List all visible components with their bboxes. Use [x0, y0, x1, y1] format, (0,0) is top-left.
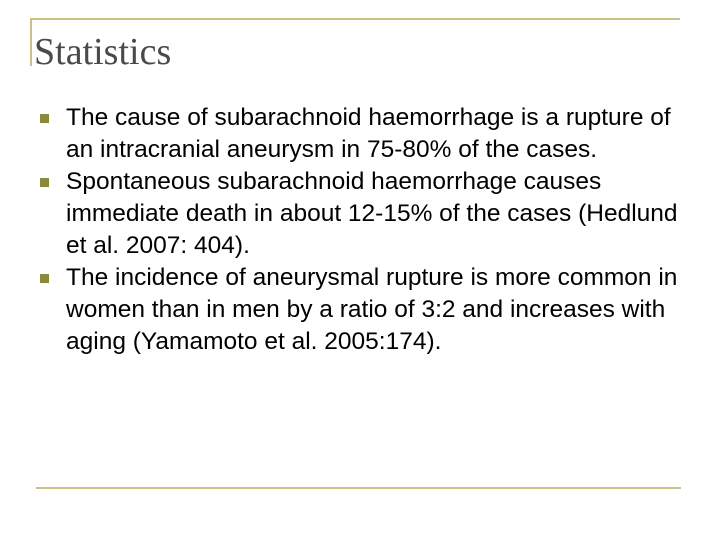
square-bullet-icon	[40, 178, 49, 187]
bullet-text: Spontaneous subarachnoid haemorrhage causes immediate death in about 12-15% of the cases (Hedlund et al. 2007: 404).	[66, 168, 678, 259]
bullet-item	[0, 166, 720, 262]
square-bullet-icon	[40, 114, 49, 123]
bullet-item	[0, 102, 720, 166]
bullet-item	[0, 262, 720, 358]
frame-top-line	[30, 18, 680, 20]
bullet-list	[0, 102, 720, 358]
frame-left-line	[30, 18, 32, 66]
bullet-text: The cause of subarachnoid haemorrhage is a rupture of an intracranial aneurysm in 75-80% of the cases.	[66, 104, 671, 163]
square-bullet-icon	[40, 274, 49, 283]
bullet-text: The incidence of aneurysmal rupture is more common in women than in men by a ratio of 3:2 and increases with aging (Yamamoto et al. 2005:174).	[66, 264, 678, 355]
frame-bottom-line	[36, 487, 681, 489]
slide-title: Statistics	[34, 31, 172, 73]
